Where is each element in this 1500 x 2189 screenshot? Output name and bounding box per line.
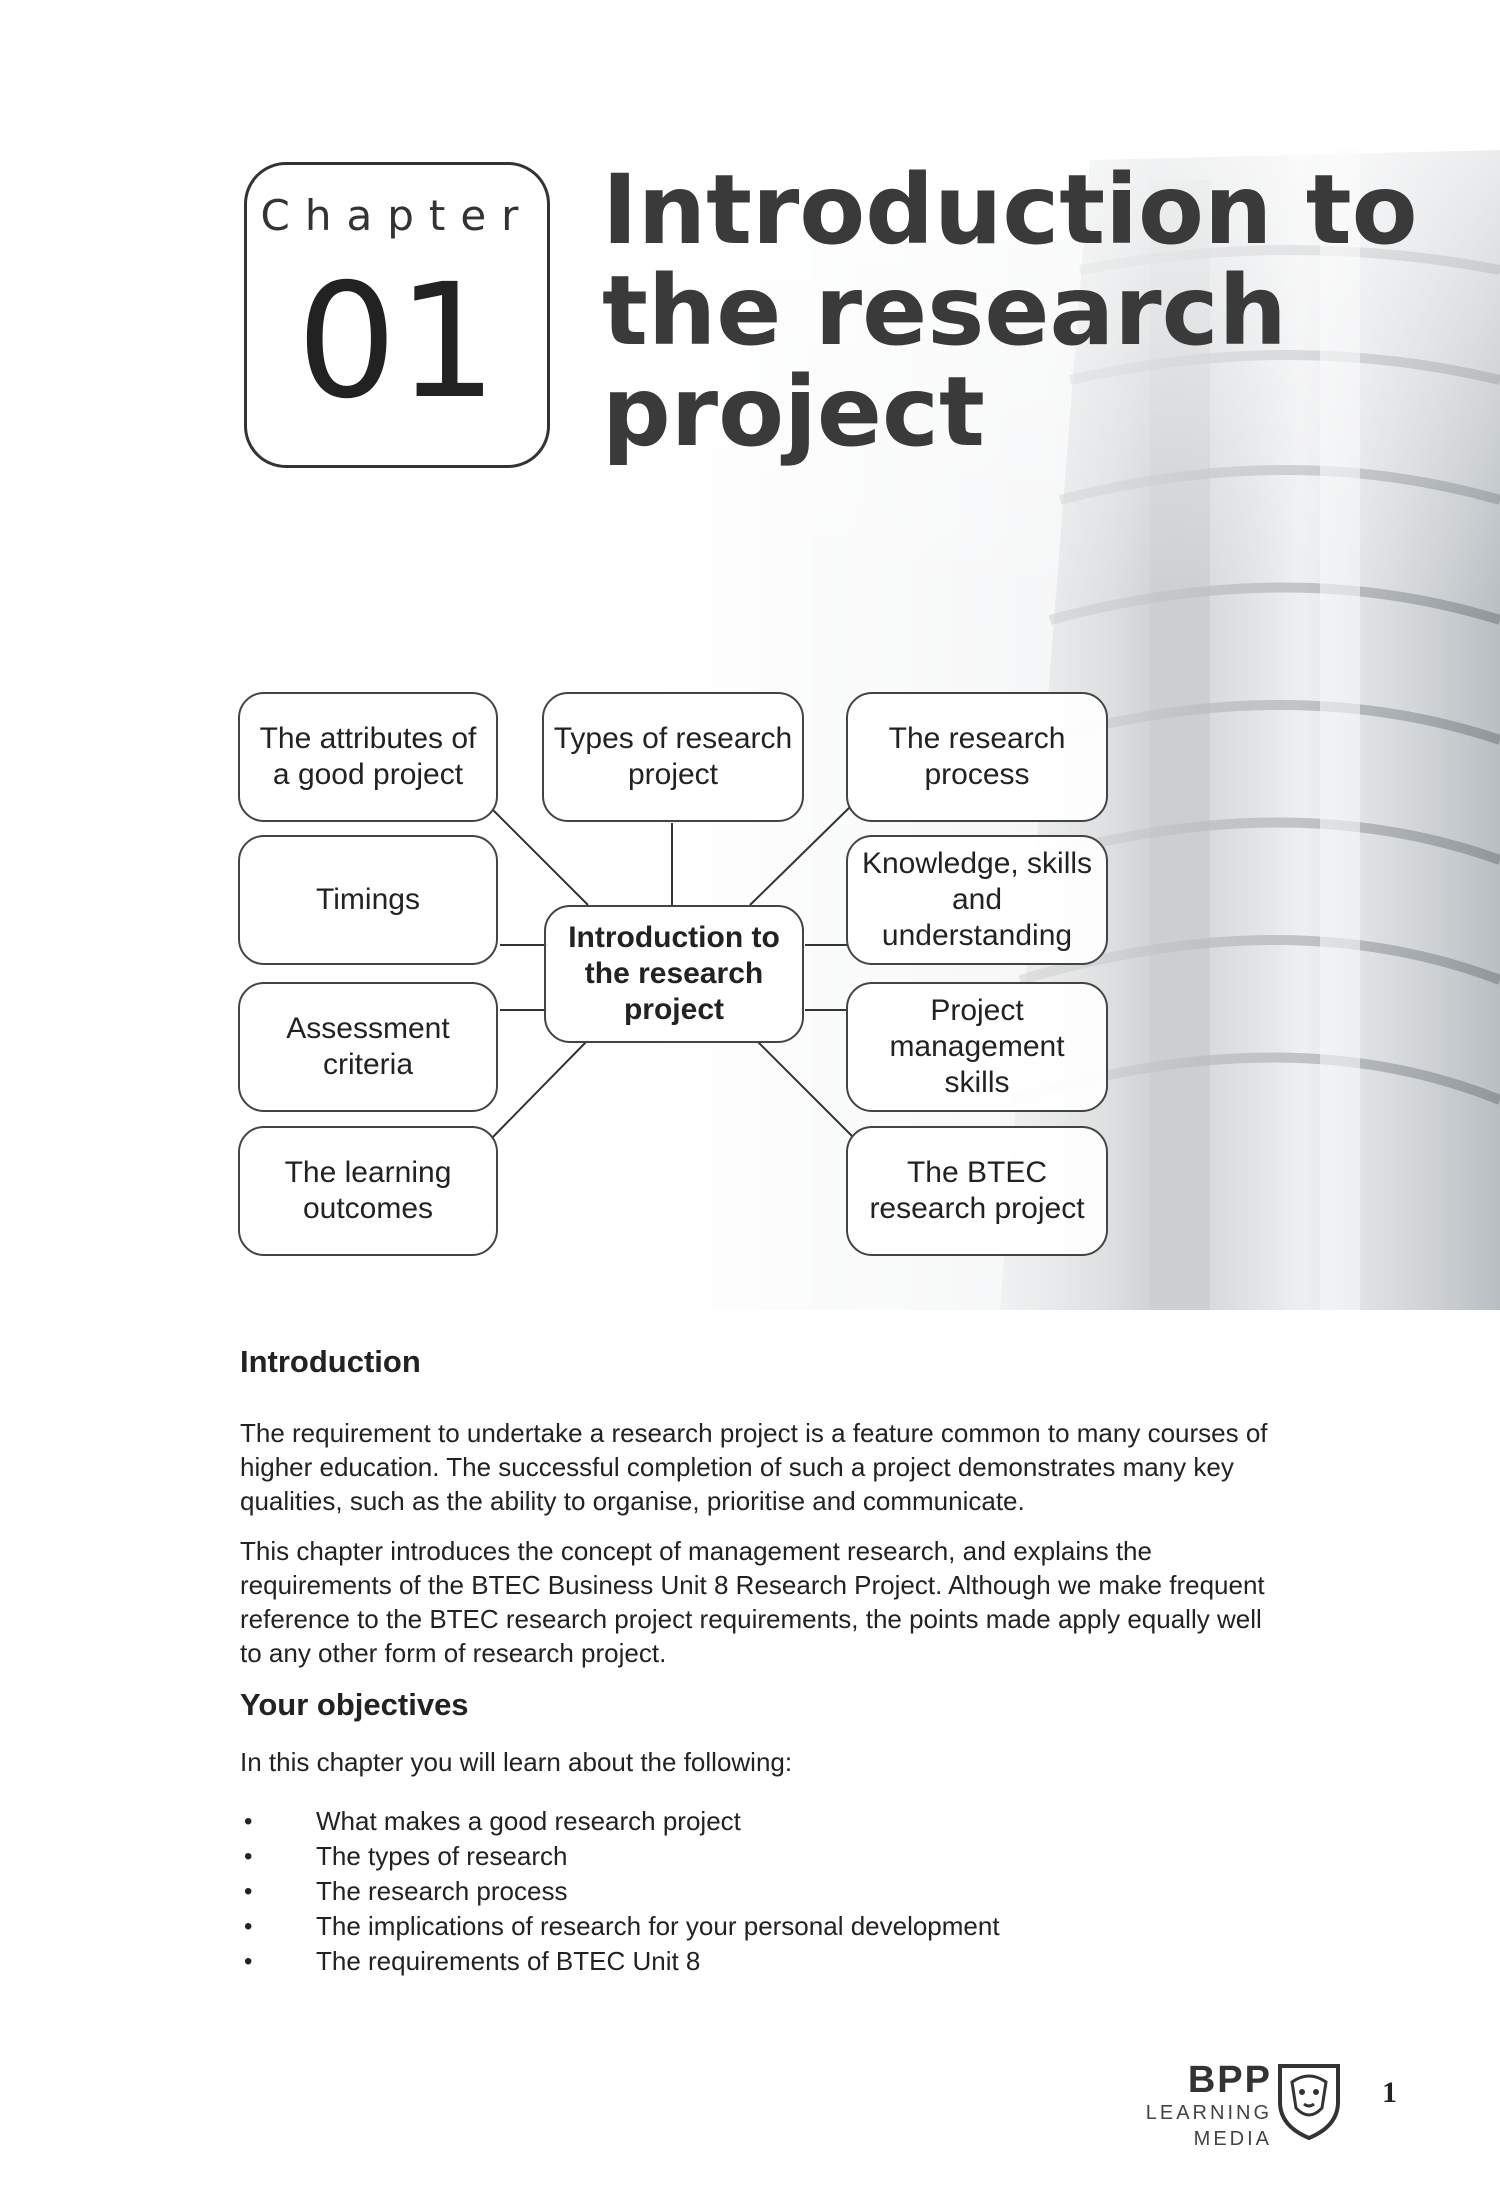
objectives-list xyxy=(240,1804,1240,1979)
list-item: • What makes a good research project xyxy=(240,1804,1240,1839)
title-line-3: project xyxy=(602,356,985,468)
introduction-paragraph-1: The requirement to undertake a research project is a feature common to many courses of higher education. The successful completion of such a project demonstrates many key qualities, such as the ability to organise, prioritise and communicate. xyxy=(240,1418,1268,1516)
node-btec: The BTEC research project xyxy=(846,1126,1108,1256)
bullet-icon: • xyxy=(244,1948,253,1975)
node-knowledge: Knowledge, skills and understanding xyxy=(846,835,1108,965)
objectives-heading: Your objectives xyxy=(240,1687,469,1722)
introduction-paragraph-2: This chapter introduces the concept of management research, and explains the requirements of the BTEC Business Unit 8 Research Project. Although we make frequent reference to the BTEC research project requirements, the points made apply equally well to any other form of research project. xyxy=(240,1536,1265,1668)
list-item: • The types of research xyxy=(240,1839,1240,1874)
connector-btec xyxy=(758,1042,852,1136)
bullet-icon: • xyxy=(244,1808,253,1835)
page-number: 1 xyxy=(1382,2076,1397,2109)
introduction-heading: Introduction xyxy=(240,1344,421,1379)
connector-learning xyxy=(490,1040,588,1140)
title-line-2: the research xyxy=(602,255,1287,367)
bullet-icon: • xyxy=(244,1843,253,1870)
chapter-overview-diagram xyxy=(230,680,1130,1280)
node-assessment: Assessment criteria xyxy=(238,982,498,1112)
bullet-icon: • xyxy=(244,1913,253,1940)
chapter-label: Chapter xyxy=(260,191,534,240)
chapter-badge xyxy=(244,162,550,468)
page-title xyxy=(602,154,1418,468)
lion-shield-icon xyxy=(1276,2060,1342,2140)
list-item: • The implications of research for your personal development xyxy=(240,1909,1240,1944)
chapter-number: 01 xyxy=(296,250,498,434)
node-attributes: The attributes of a good project xyxy=(238,692,498,822)
node-learning: The learning outcomes xyxy=(238,1126,498,1256)
node-timings: Timings xyxy=(238,835,498,965)
node-process: The research process xyxy=(846,692,1108,822)
list-item: • The requirements of BTEC Unit 8 xyxy=(240,1944,1240,1979)
logo-main-text: BPP xyxy=(1187,2059,1272,2101)
objectives-intro: In this chapter you will learn about the following: xyxy=(240,1747,793,1777)
list-item: • The research process xyxy=(240,1874,1240,1909)
node-types: Types of research project xyxy=(542,692,804,822)
node-center: Introduction to the research project xyxy=(544,905,804,1043)
title-line-1: Introduction to xyxy=(602,154,1418,266)
logo-sub-text: LEARNING MEDIA xyxy=(1145,2102,1272,2150)
bullet-icon: • xyxy=(244,1878,253,1905)
node-pm-skills: Project management skills xyxy=(846,982,1108,1112)
publisher-logo xyxy=(1082,2060,1272,2152)
